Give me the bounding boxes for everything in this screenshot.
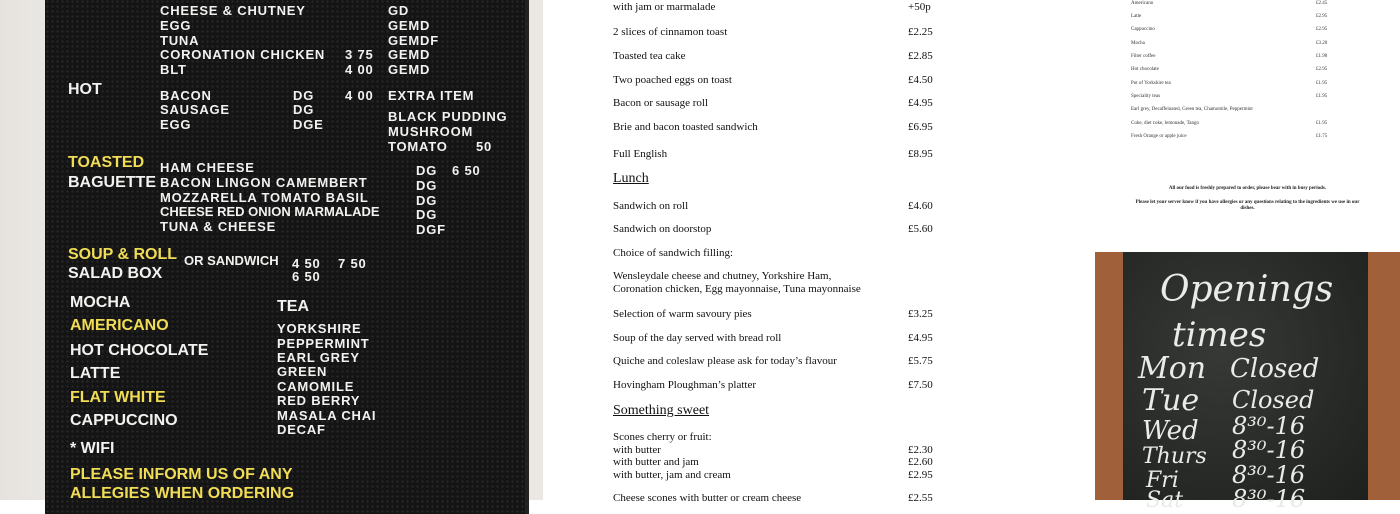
drink-price: £2.95 (1316, 14, 1328, 19)
board-line: DG (416, 178, 438, 193)
menu-item-name: with butter (613, 444, 661, 456)
menu-item-price: £2.60 (908, 456, 933, 468)
board-line: DG (293, 102, 315, 117)
menu-item-name: Brie and bacon toasted sandwich (613, 121, 758, 133)
menu-item-name: 2 slices of cinnamon toast (613, 26, 728, 38)
board-line: 7 50 (338, 256, 367, 271)
menu-item-name: Full English (613, 148, 668, 160)
drink-name: Coke, diet coke, lemonade, Tango (1131, 121, 1200, 126)
menu-item-price: £2.30 (908, 444, 933, 456)
menu-item-price: £5.75 (908, 355, 933, 367)
chalk-text: 8³⁰-16 (1232, 461, 1306, 489)
drink-name: Fresh Orange or apple juice (1131, 134, 1187, 139)
board-line: YORKSHIRE (277, 321, 362, 336)
drink-name: Filter coffee (1131, 54, 1156, 59)
board-line: 4 00 (345, 88, 374, 103)
board-line: 4 50 (292, 256, 321, 271)
board-line: * WIFI (70, 440, 115, 457)
board-line: GEMD (388, 47, 431, 62)
board-line: MOCHA (70, 294, 131, 311)
board-line: SAUSAGE (160, 102, 230, 117)
board-line: GREEN (277, 364, 328, 379)
menu-item-price: £4.95 (908, 97, 933, 109)
menu-item-name: Hovingham Ploughman’s platter (613, 379, 756, 391)
menu-item-price: +50p (908, 1, 931, 13)
menu-item-price: £2.55 (908, 492, 933, 504)
drink-price: £1.95 (1316, 94, 1328, 99)
board-line: DG (416, 163, 438, 178)
board-line: CAMOMILE (277, 379, 355, 394)
drink-price: £1.95 (1316, 81, 1328, 86)
menu-item-name: Wensleydale cheese and chutney, Yorkshire Ham, (613, 270, 832, 282)
chalk-text: 8³⁰-16 (1232, 485, 1306, 513)
section-heading: Lunch (613, 171, 649, 186)
menu-item-name: Cheese scones with butter or cream cheese (613, 492, 802, 504)
menu-item-price: £4.50 (908, 74, 933, 86)
menu-item-price: £4.95 (908, 332, 933, 344)
chalk-text: Tue (1142, 383, 1200, 418)
board-line: ALLEGIES WHEN ORDERING (70, 485, 295, 502)
board-line: TEA (277, 298, 309, 315)
menu-item-name: Scones cherry or fruit: (613, 431, 712, 443)
board-line: 50 (476, 139, 493, 154)
board-line: TOMATO (388, 139, 448, 154)
board-line: EGG (160, 18, 192, 33)
board-line: MUSHROOM (388, 124, 474, 139)
menu-item-price: £7.50 (908, 379, 933, 391)
menu-item-name: Quiche and coleslaw please ask for today’s flavour (613, 355, 837, 367)
board-line: HAM CHEESE (160, 160, 255, 175)
drink-name: Hot chocolate (1131, 67, 1159, 72)
drink-name: Earl grey, Decaffeinated, Green tea, Chamomile, Peppermint (1131, 107, 1253, 112)
menu-item-name: Coronation chicken, Egg mayonnaise, Tuna mayonnaise (613, 283, 861, 295)
menu-item-price: £2.25 (908, 26, 933, 38)
board-line: BLT (160, 62, 187, 77)
board-line: EXTRA ITEM (388, 88, 475, 103)
board-line: DECAF (277, 422, 326, 437)
chalk-text: Closed (1230, 354, 1320, 384)
chalk-text: 8³⁰-16 (1232, 412, 1306, 440)
drink-price: £2.95 (1316, 67, 1328, 72)
board-line: AMERICANO (70, 317, 169, 334)
board-line: SALAD BOX (68, 265, 163, 282)
menu-item-name: with butter, jam and cream (613, 469, 731, 481)
chalk-text: Thurs (1142, 444, 1207, 469)
board-line: HOT (68, 81, 102, 98)
menu-item-name: Sandwich on doorstop (613, 223, 712, 235)
board-line: DG (293, 88, 315, 103)
board-line: EARL GREY (277, 350, 360, 365)
menu-item-name: with jam or marmalade (613, 1, 716, 13)
board-line: MASALA CHAI (277, 408, 377, 423)
drink-name: Pot of Yorkshire tea (1131, 81, 1171, 86)
board-line: TUNA & CHEESE (160, 219, 277, 234)
board-line: FLAT WHITE (70, 389, 166, 406)
board-line: DG (416, 207, 438, 222)
menu-item-price: £4.60 (908, 200, 933, 212)
drink-name: Latte (1131, 14, 1142, 19)
board-line: TUNA (160, 33, 200, 48)
chalk-text: times (1172, 315, 1267, 355)
menu-item-price: £6.95 (908, 121, 933, 133)
board-line: 6 50 (452, 163, 481, 178)
board-line: GD (388, 3, 410, 18)
board-line: GEMD (388, 62, 431, 77)
chalk-text: 8³⁰-16 (1232, 436, 1306, 464)
menu-item-price: £5.60 (908, 223, 933, 235)
board-line: CORONATION CHICKEN (160, 47, 326, 62)
menu-item-name: Soup of the day served with bread roll (613, 332, 782, 344)
board-line: OR SANDWICH (184, 253, 279, 268)
menu-item-name: Toasted tea cake (613, 50, 686, 62)
board-line: RED BERRY (277, 393, 361, 408)
board-line: CHEESE RED ONION MARMALADE (160, 204, 380, 219)
board-line: TOASTED (68, 154, 145, 171)
drink-price: £1.75 (1316, 134, 1328, 139)
drink-price: £1.95 (1316, 121, 1328, 126)
menu-item-name: Two poached eggs on toast (613, 74, 732, 86)
board-line: BACON (160, 88, 212, 103)
chalk-text: Sat (1146, 488, 1184, 513)
board-line: EGG (160, 117, 192, 132)
drink-name: Speciality teas (1131, 94, 1161, 99)
board-line: 4 00 (345, 62, 374, 77)
allergy-note: Please let your server know if you have allergies or any questions relating to the ingredients we use in our dishes. (1135, 200, 1360, 211)
menu-item-name: with butter and jam (613, 456, 699, 468)
drink-price: £2.95 (1316, 27, 1328, 32)
board-line: DGF (416, 222, 446, 237)
board-line: GEMD (388, 18, 431, 33)
drink-name: Americano (1131, 1, 1154, 6)
board-line: SOUP & ROLL (68, 246, 178, 263)
board-line: BLACK PUDDING (388, 109, 508, 124)
board-line: DG (416, 193, 438, 208)
board-line: CHEESE & CHUTNEY (160, 3, 306, 18)
chalk-text: Wed (1142, 416, 1199, 446)
board-line: LATTE (70, 365, 121, 382)
menu-item-name: Sandwich on roll (613, 200, 689, 212)
board-line: PEPPERMINT (277, 336, 370, 351)
drink-price: £1.90 (1316, 54, 1328, 59)
drink-name: Mocha (1131, 41, 1145, 46)
menu-item-name: Choice of sandwich filling: (613, 247, 734, 259)
chalk-text: Fri (1146, 468, 1179, 493)
menu-item-price: £2.95 (908, 469, 933, 481)
board-line: 6 50 (292, 269, 321, 284)
drink-name: Cappuccino (1131, 27, 1155, 32)
fresh-food-note: All our food is freshly prepared to order, please bear with in busy periods. (1168, 186, 1327, 191)
menu-item-name: Bacon or sausage roll (613, 97, 708, 109)
chalk-text: Mon (1138, 351, 1207, 386)
drink-price: £2.45 (1316, 1, 1328, 6)
board-line: MOZZARELLA TOMATO BASIL (160, 190, 369, 205)
menu-item-price: £8.95 (908, 148, 933, 160)
board-line: HOT CHOCOLATE (70, 342, 209, 359)
menu-item-name: Selection of warm savoury pies (613, 308, 752, 320)
menu-item-price: £3.25 (908, 308, 933, 320)
board-line: 3 75 (345, 47, 374, 62)
board-line: BAGUETTE (68, 174, 156, 191)
board-line: DGE (293, 117, 324, 132)
drink-price: £3.20 (1316, 41, 1328, 46)
section-heading: Something sweet (613, 403, 710, 418)
menu-item-price: £2.85 (908, 50, 933, 62)
board-line: GEMDF (388, 33, 439, 48)
board-line: PLEASE INFORM US OF ANY (70, 466, 293, 483)
board-line: CAPPUCCINO (70, 412, 178, 429)
chalk-text: Openings (1160, 269, 1334, 310)
chalk-text: Closed (1232, 386, 1315, 414)
board-line: BACON LINGON CAMEMBERT (160, 175, 368, 190)
